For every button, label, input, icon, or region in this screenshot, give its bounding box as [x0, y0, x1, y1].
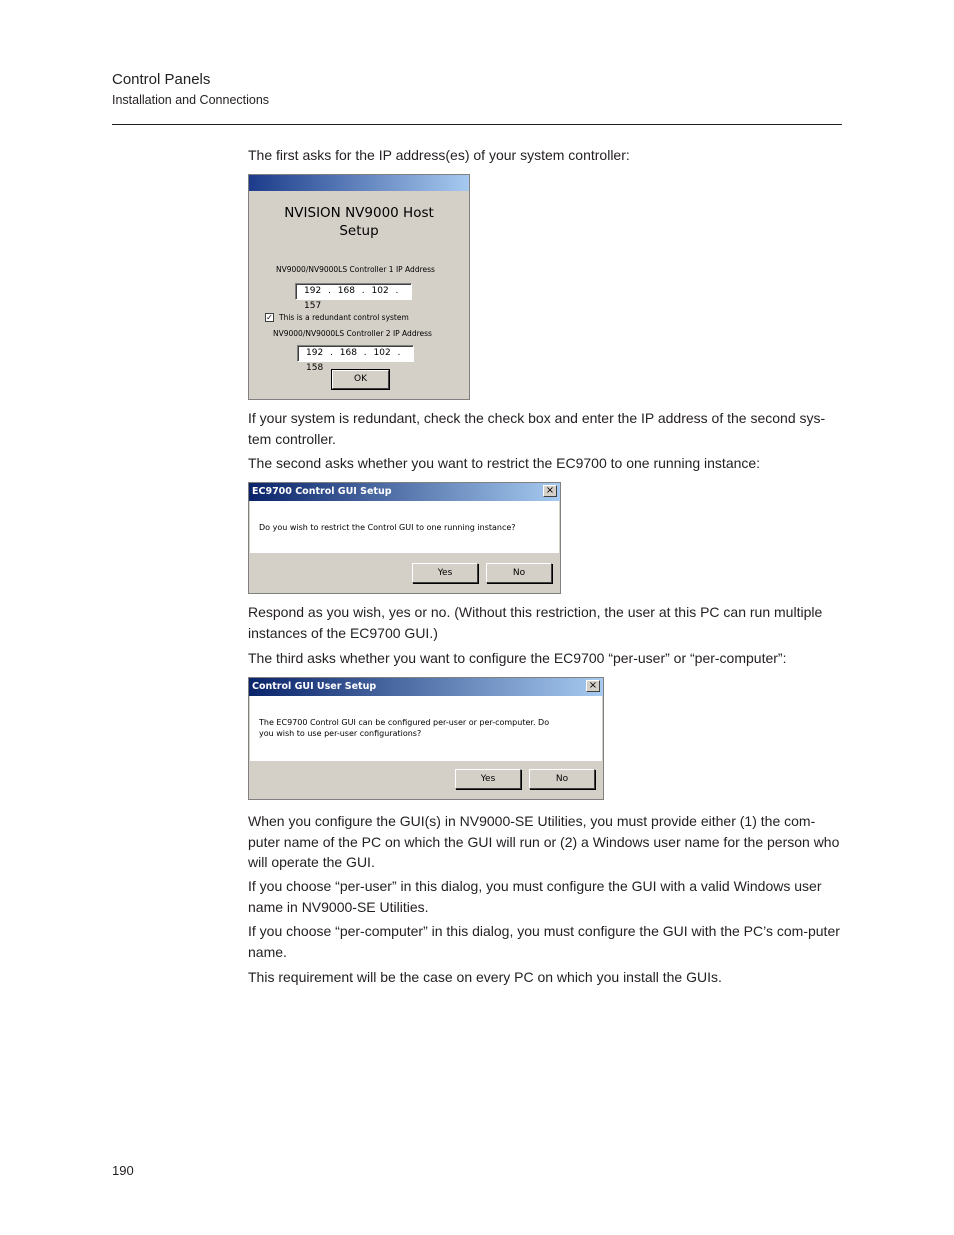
- paragraph-intro-third-dialog: The third asks whether you want to configure the EC9700 “per-user” or “per-computer”:: [248, 650, 787, 666]
- controller2-ip-input[interactable]: 192 . 168 . 102 . 158: [297, 345, 414, 362]
- user-setup-question-line2: you wish to use per-user configurations?: [259, 729, 422, 738]
- paragraph-redundant-note: If your system is redundant, check the check box and enter the IP address of the second sys-tem controller.: [248, 410, 826, 447]
- running-header-subtitle: Installation and Connections: [112, 93, 270, 107]
- single-instance-dialog: [248, 482, 561, 594]
- ok-button[interactable]: OK: [332, 370, 389, 389]
- running-header-title: Control Panels: [112, 71, 211, 88]
- user-setup-message-area: [250, 696, 602, 761]
- controller1-ip-input[interactable]: 192 . 168 . 102 . 157: [295, 283, 412, 300]
- close-icon[interactable]: ×: [543, 485, 557, 497]
- user-setup-question-line1: The EC9700 Control GUI can be configured per-user or per-computer. Do: [259, 718, 550, 727]
- single-instance-question: Do you wish to restrict the Control GUI to one running instance?: [259, 523, 516, 532]
- no-button[interactable]: No: [486, 563, 552, 583]
- user-setup-titlebar: [249, 678, 603, 696]
- single-instance-message-area: [250, 501, 559, 553]
- paragraph-per-computer: If you choose “per-computer” in this dialog, you must configure the GUI with the PC’s com-puter name.: [248, 923, 840, 960]
- controller2-ip-label: NV9000/NV9000LS Controller 2 IP Address: [273, 329, 432, 338]
- host-setup-titlebar: [249, 175, 469, 191]
- paragraph-intro-first-dialog: The first asks for the IP address(es) of your system controller:: [248, 147, 630, 163]
- single-instance-title: EC9700 Control GUI Setup: [252, 486, 392, 497]
- no-button[interactable]: No: [529, 769, 595, 789]
- redundant-checkbox[interactable]: [265, 313, 274, 322]
- yes-button[interactable]: Yes: [455, 769, 521, 789]
- yes-button[interactable]: Yes: [412, 563, 478, 583]
- paragraph-configure-gui: When you configure the GUI(s) in NV9000-SE Utilities, you must provide either (1) the com-puter name of the PC on which the GUI will run or (2) a Windows user name for the person who will operate the GUI.: [248, 813, 840, 870]
- paragraph-per-user: If you choose “per-user” in this dialog, you must configure the GUI with a valid Windows user name in NV9000-SE Utilities.: [248, 878, 822, 915]
- paragraph-respond-note: Respond as you wish, yes or no. (Without this restriction, the user at this PC can run multiple instances of the EC9700 GUI.): [248, 604, 823, 641]
- redundant-checkbox-label[interactable]: This is a redundant control system: [279, 313, 409, 322]
- single-instance-titlebar: [249, 483, 560, 501]
- user-setup-dialog: [248, 677, 604, 800]
- checkmark-icon: ✓: [266, 313, 273, 322]
- host-setup-dialog: [248, 174, 470, 400]
- paragraph-requirement: This requirement will be the case on every PC on which you install the GUIs.: [248, 969, 722, 985]
- page-number: 190: [112, 1163, 134, 1178]
- host-setup-heading: NVISION NV9000 Host Setup: [284, 205, 434, 239]
- controller1-ip-label: NV9000/NV9000LS Controller 1 IP Address: [276, 265, 435, 274]
- close-icon[interactable]: ×: [586, 680, 600, 692]
- header-rule: [112, 124, 842, 125]
- user-setup-title: Control GUI User Setup: [252, 681, 377, 692]
- paragraph-intro-second-dialog: The second asks whether you want to restrict the EC9700 to one running instance:: [248, 455, 761, 471]
